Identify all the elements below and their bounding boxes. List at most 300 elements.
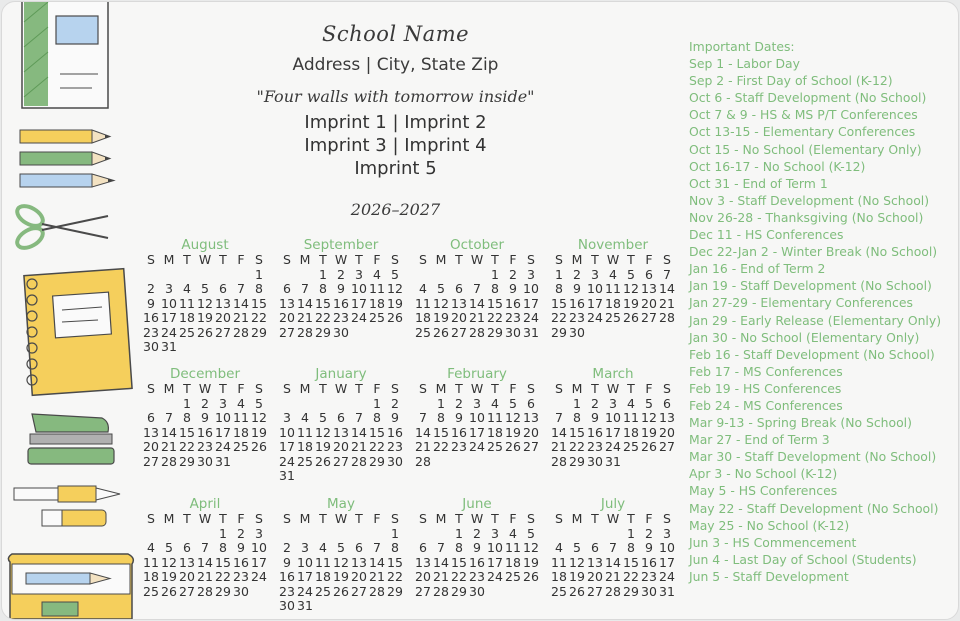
day-cell: 16 [569,295,585,311]
day-cell: 30 [233,583,249,599]
weekday-label: T [627,252,635,267]
day-cell: 3 [663,525,671,541]
day-cell [214,340,232,355]
weekday-label: W [470,381,484,396]
day-cell: 15 [451,554,467,570]
day-cell: 22 [623,569,639,584]
week-row [142,426,268,441]
important-date-item: Mar 27 - End of Term 3 [689,432,830,448]
day-cell: 21 [161,439,177,454]
week-row [278,440,404,455]
day-cell: 1 [183,395,191,411]
day-cell: 12 [333,554,349,570]
day-cell: 18 [369,295,385,311]
week-row [550,426,676,441]
week-row [414,311,540,326]
day-cell: 28 [605,583,621,599]
day-cell: 9 [283,554,291,570]
day-cell [640,326,658,341]
day-cell [568,527,586,542]
day-cell: 10 [215,410,231,425]
day-cell: 8 [573,410,581,425]
imprint-line-3: Imprint 5 [354,158,437,179]
day-cell: 22 [369,439,385,454]
weekday-label: S [255,252,263,267]
day-cell: 11 [505,540,521,555]
important-date-item: Jan 30 - No School (Elementary Only) [689,329,920,345]
day-cell [250,455,268,470]
day-cell: 30 [143,339,159,354]
day-cell: 26 [251,439,267,454]
month-name: July [600,496,626,512]
day-cell: 3 [609,395,617,411]
important-date-item: Jan 27-29 - Elementary Conferences [689,295,913,311]
day-cell: 13 [351,554,367,570]
day-cell: 20 [523,424,539,440]
weekday-label: M [435,511,447,526]
day-cell [386,599,404,614]
month-name: February [447,366,507,382]
day-cell: 11 [623,410,639,425]
week-row [550,282,676,297]
month-2 [414,237,540,340]
pencil-case-icon [8,554,133,619]
day-cell: 20 [215,310,231,325]
day-cell: 4 [419,281,427,296]
important-date-item: Feb 24 - MS Conferences [689,397,843,413]
weekday-label: M [299,381,311,396]
day-cell [414,268,432,283]
week-row [278,297,404,312]
weekday-label: S [663,511,671,526]
day-cell: 28 [415,453,431,469]
day-cell: 4 [609,266,617,282]
day-cell: 16 [333,295,349,311]
day-cell: 13 [659,410,675,425]
day-cell: 2 [573,266,581,282]
day-cell [350,326,368,341]
day-cell: 21 [415,439,431,454]
day-cell: 5 [201,281,209,296]
day-cell: 17 [161,310,177,325]
weekday-label: F [373,252,381,267]
important-date-item: Oct 6 - Staff Development (No School) [689,90,927,106]
day-cell: 2 [473,525,481,541]
day-cell: 12 [197,295,213,311]
day-cell: 4 [491,395,499,411]
day-cell: 14 [351,424,367,440]
month-9 [278,496,404,614]
day-cell: 20 [179,569,195,584]
weekday-label: F [509,381,517,396]
day-cell: 31 [605,453,621,469]
day-cell: 6 [419,540,427,555]
day-cell: 21 [551,439,567,454]
month-name: December [169,366,240,382]
day-cell [350,527,368,542]
day-cell [250,585,268,600]
day-cell: 15 [487,295,503,311]
day-cell: 23 [143,324,159,340]
important-date-item: Dec 11 - HS Conferences [689,227,844,243]
day-cell: 13 [451,295,467,311]
week-row [278,455,404,470]
day-cell: 7 [437,540,445,555]
day-cell: 16 [143,310,159,325]
day-cell: 12 [641,410,657,425]
week-row [142,570,268,585]
week-row [142,585,268,600]
day-cell: 16 [505,295,521,311]
day-cell: 2 [147,281,155,296]
day-cell [232,268,250,283]
week-row [550,411,676,426]
weekday-label: T [355,252,363,267]
day-cell [432,455,450,470]
day-cell: 1 [437,395,445,411]
day-cell: 24 [351,310,367,325]
day-cell [550,397,568,412]
weekday-label: S [419,381,427,396]
day-cell: 25 [233,439,249,454]
day-cell: 12 [161,554,177,570]
week-row [142,556,268,571]
weekday-label: T [455,252,463,267]
day-cell: 14 [369,554,385,570]
day-cell [332,527,350,542]
day-cell: 29 [487,324,503,340]
month-8 [142,496,268,599]
day-cell [332,397,350,412]
day-cell: 5 [527,525,535,541]
day-cell: 18 [233,424,249,440]
day-cell: 28 [197,583,213,599]
day-cell: 18 [551,569,567,584]
day-cell: 27 [279,324,295,340]
day-cell [622,455,640,470]
weekday-label: W [198,381,212,396]
week-row [414,397,540,412]
weekday-header-row [142,382,268,397]
week-row [414,440,540,455]
day-cell: 19 [161,569,177,584]
important-date-item: May 25 - No School (K-12) [689,517,850,533]
day-cell: 4 [509,525,517,541]
day-cell: 23 [233,569,249,584]
day-cell [332,599,350,614]
day-cell [604,326,622,341]
day-cell: 21 [197,569,213,584]
important-date-item: May 5 - HS Conferences [689,483,838,499]
day-cell: 22 [433,439,449,454]
day-cell: 20 [143,439,159,454]
day-cell: 10 [161,295,177,311]
weekday-label: W [606,381,620,396]
day-cell: 15 [369,424,385,440]
day-cell: 26 [387,310,403,325]
day-cell: 21 [605,569,621,584]
week-row [550,326,676,341]
week-row [550,440,676,455]
day-cell: 18 [297,439,313,454]
weekday-label: S [147,381,155,396]
day-cell [550,527,568,542]
day-cell: 7 [473,281,481,296]
weekday-label: F [373,511,381,526]
day-cell: 20 [587,569,603,584]
day-cell: 10 [605,410,621,425]
day-cell: 2 [645,525,653,541]
weekday-label: T [219,252,227,267]
day-cell: 21 [233,310,249,325]
day-cell: 3 [355,266,363,282]
weekday-label: M [435,252,447,267]
week-row [142,455,268,470]
weekday-label: S [255,381,263,396]
day-cell: 29 [551,324,567,340]
day-cell: 5 [645,395,653,411]
day-cell: 23 [333,310,349,325]
day-cell: 6 [283,281,291,296]
day-cell: 27 [523,439,539,454]
weekday-label: S [419,511,427,526]
day-cell: 24 [297,583,313,599]
day-cell: 16 [197,424,213,440]
day-cell [296,527,314,542]
day-cell: 5 [437,281,445,296]
yellow-pencil-icon [20,130,110,143]
day-cell [296,469,314,484]
day-cell: 3 [165,281,173,296]
day-cell: 12 [505,410,521,425]
week-row [142,340,268,355]
day-cell: 20 [415,569,431,584]
day-cell: 7 [663,266,671,282]
day-cell: 26 [197,324,213,340]
week-row [550,541,676,556]
marker-icon [14,486,120,526]
month-6 [414,366,540,469]
day-cell: 7 [165,410,173,425]
calendar-card [1,1,959,620]
month-name: April [189,496,221,512]
day-cell: 12 [623,281,639,296]
school-supplies-illustration [2,2,142,619]
weekday-label: S [147,511,155,526]
day-cell: 20 [351,569,367,584]
day-cell [332,469,350,484]
day-cell: 25 [623,439,639,454]
day-cell: 7 [555,410,563,425]
day-cell: 23 [569,310,585,325]
day-cell: 29 [315,324,331,340]
day-cell: 11 [415,295,431,311]
day-cell: 13 [333,424,349,440]
day-cell: 3 [301,540,309,555]
weekday-label: W [198,252,212,267]
day-cell: 4 [147,540,155,555]
weekday-label: S [527,381,535,396]
day-cell: 15 [551,295,567,311]
day-cell: 14 [551,424,567,440]
weekday-label: M [571,252,583,267]
day-cell [432,268,450,283]
month-7 [550,366,676,469]
week-row [550,570,676,585]
important-date-item: Oct 7 & 9 - HS & MS P/T Conferences [689,107,918,123]
weekday-label: S [663,252,671,267]
day-cell: 8 [183,410,191,425]
important-date-item: Jan 29 - Early Release (Elementary Only) [689,312,942,328]
day-cell: 20 [279,310,295,325]
day-cell: 14 [659,281,675,296]
day-cell: 18 [623,424,639,440]
day-cell: 14 [161,424,177,440]
day-cell: 14 [233,295,249,311]
day-cell: 25 [487,439,503,454]
day-cell: 14 [297,295,313,311]
week-row [278,527,404,542]
week-row [278,570,404,585]
day-cell: 2 [455,395,463,411]
month-5 [278,366,404,484]
weekday-label: T [627,511,635,526]
weekday-label: F [237,252,245,267]
important-date-item: Oct 31 - End of Term 1 [689,175,828,191]
day-cell [178,268,196,283]
weekday-label: T [219,381,227,396]
weekday-label: M [299,252,311,267]
weekday-label: F [237,511,245,526]
day-cell: 31 [161,339,177,354]
day-cell [214,268,232,283]
day-cell: 8 [455,540,463,555]
weekday-label: W [606,511,620,526]
day-cell: 21 [297,310,313,325]
day-cell: 7 [419,410,427,425]
important-dates [689,38,957,585]
day-cell: 31 [523,324,539,340]
week-row [550,556,676,571]
day-cell: 2 [591,395,599,411]
day-cell: 2 [391,395,399,411]
day-cell: 23 [451,439,467,454]
day-cell [350,599,368,614]
weekday-label: T [591,381,599,396]
week-row [142,411,268,426]
weekday-label: M [435,381,447,396]
weekday-header-row [142,253,268,268]
day-cell: 9 [591,410,599,425]
day-cell [314,527,332,542]
day-cell: 2 [237,525,245,541]
day-cell: 25 [551,583,567,599]
day-cell: 28 [369,583,385,599]
week-row [278,585,404,600]
week-row [142,326,268,341]
day-cell: 6 [455,281,463,296]
day-cell: 26 [505,439,521,454]
important-date-item: Jan 19 - Staff Development (No School) [689,278,932,294]
day-cell: 30 [387,453,403,469]
week-row [278,397,404,412]
day-cell: 9 [337,281,345,296]
weekday-label: W [470,511,484,526]
day-cell: 1 [627,525,635,541]
day-cell: 1 [219,525,227,541]
day-cell: 6 [645,266,653,282]
day-cell [522,455,540,470]
spiral-notebook-icon [24,269,132,396]
weekday-label: S [527,252,535,267]
week-row [142,282,268,297]
day-cell: 3 [219,395,227,411]
weekday-label: S [663,381,671,396]
day-cell: 22 [487,310,503,325]
day-cell [368,326,386,341]
day-cell [450,455,468,470]
weekday-label: S [527,511,535,526]
day-cell: 25 [297,453,313,469]
day-cell: 13 [415,554,431,570]
day-cell: 22 [179,439,195,454]
weekday-header-row [278,253,404,268]
day-cell: 28 [551,453,567,469]
day-cell [178,340,196,355]
weekday-label: W [470,252,484,267]
month-4 [142,366,268,469]
weekday-header-row [278,382,404,397]
day-cell: 10 [523,281,539,296]
weekday-label: W [334,252,348,267]
day-cell: 17 [587,295,603,311]
day-cell: 1 [555,266,563,282]
week-row [550,455,676,470]
weekday-label: T [355,511,363,526]
day-cell: 17 [469,424,485,440]
day-cell: 17 [487,554,503,570]
day-cell: 16 [279,569,295,584]
day-cell: 25 [315,583,331,599]
day-cell: 13 [523,410,539,425]
day-cell: 24 [215,439,231,454]
day-cell: 6 [219,281,227,296]
week-row [414,585,540,600]
day-cell: 17 [251,554,267,570]
day-cell: 20 [333,439,349,454]
day-cell: 14 [469,295,485,311]
day-cell: 5 [319,410,327,425]
day-cell: 8 [555,281,563,296]
imprint-line-1: Imprint 1 | Imprint 2 [304,112,487,133]
day-cell: 25 [505,569,521,584]
day-cell: 28 [433,583,449,599]
day-cell: 23 [641,569,657,584]
day-cell: 26 [333,583,349,599]
scissors-icon [14,202,108,252]
day-cell [468,268,486,283]
weekday-label: F [645,381,653,396]
day-cell: 10 [251,540,267,555]
day-cell: 24 [469,439,485,454]
weekday-label: T [591,252,599,267]
weekday-header-row [414,253,540,268]
weekday-label: T [455,381,463,396]
weekday-label: M [571,381,583,396]
day-cell: 15 [179,424,195,440]
day-cell: 11 [233,410,249,425]
day-cell: 26 [569,583,585,599]
